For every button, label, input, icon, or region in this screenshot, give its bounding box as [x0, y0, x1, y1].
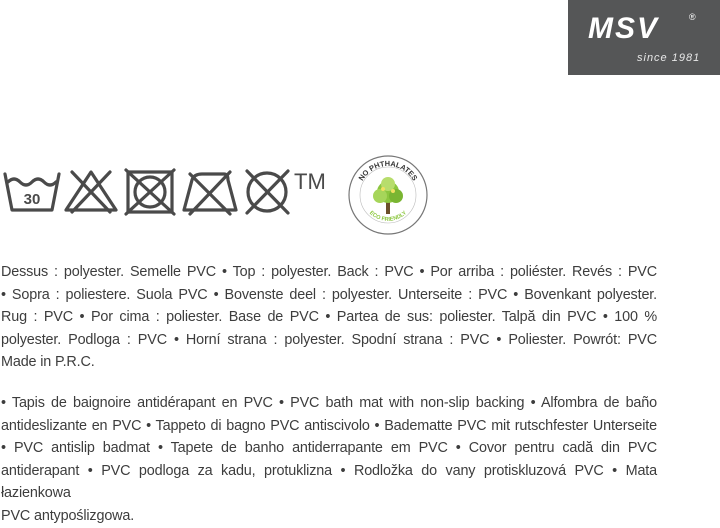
do-not-bleach-icon — [62, 166, 120, 216]
description-line: • PVC antislip badmat • Tapete de banho antiderrapante em PVC • Covor pentru cadă din PVC — [1, 440, 657, 457]
description-line: antiderapant • PVC podloga za kadu, protuklizna • Rodložka do vany protiskluzová PVC • Mata łazienkowa — [1, 462, 657, 502]
since-text: since 1981 — [637, 52, 701, 64]
registered-mark: ® — [689, 12, 696, 22]
composition-line: Dessus : polyester. Semelle PVC • Top : polyester. Back : PVC • Por arriba : poliéster. Revés : PVC — [1, 264, 657, 280]
description-text — [1, 392, 657, 528]
wash-30-icon — [2, 166, 62, 216]
badge-bottom-text: ECO FRIENDLY — [368, 210, 408, 223]
composition-line: Rug : PVC • Por cima : poliester. Base de PVC • Partea de sus: poliester. Talpă din PVC • 100 % — [1, 309, 657, 326]
no-phthalates-badge — [347, 154, 429, 236]
logo-text: MSV — [588, 12, 660, 45]
brand-logo — [568, 0, 720, 75]
trademark-symbol: TM — [294, 169, 326, 194]
badge-top-text: NO PHTHALATES — [356, 158, 420, 183]
care-symbols — [0, 166, 330, 218]
description-line: • Tapis de baignoire antidérapant en PVC • PVC bath mat with non-slip backing • Alfombra de baño — [1, 395, 657, 411]
composition-line: polyester. Podloga : PVC • Horní strana : polyester. Spodní strana : PVC • Poliester. Powrót: PVC — [1, 331, 657, 348]
description-line: PVC antypoślizgowa. — [1, 507, 135, 524]
composition-text — [1, 261, 657, 374]
do-not-dry-clean-icon — [240, 166, 294, 216]
svg-text:30: 30 — [23, 191, 41, 208]
composition-line: • Sopra : poliestere. Suola PVC • Bovenste deel : polyester. Unterseite : PVC • Bovenkant polyester. — [1, 286, 657, 303]
description-line: antideslizante en PVC • Tappeto di bagno PVC antiscivolo • Badematte PVC mit rutschfester Unterseite — [1, 417, 657, 434]
do-not-iron-icon — [180, 166, 240, 216]
made-in-text: Made in P.R.C. — [1, 354, 95, 371]
do-not-tumble-dry-icon — [122, 166, 178, 216]
